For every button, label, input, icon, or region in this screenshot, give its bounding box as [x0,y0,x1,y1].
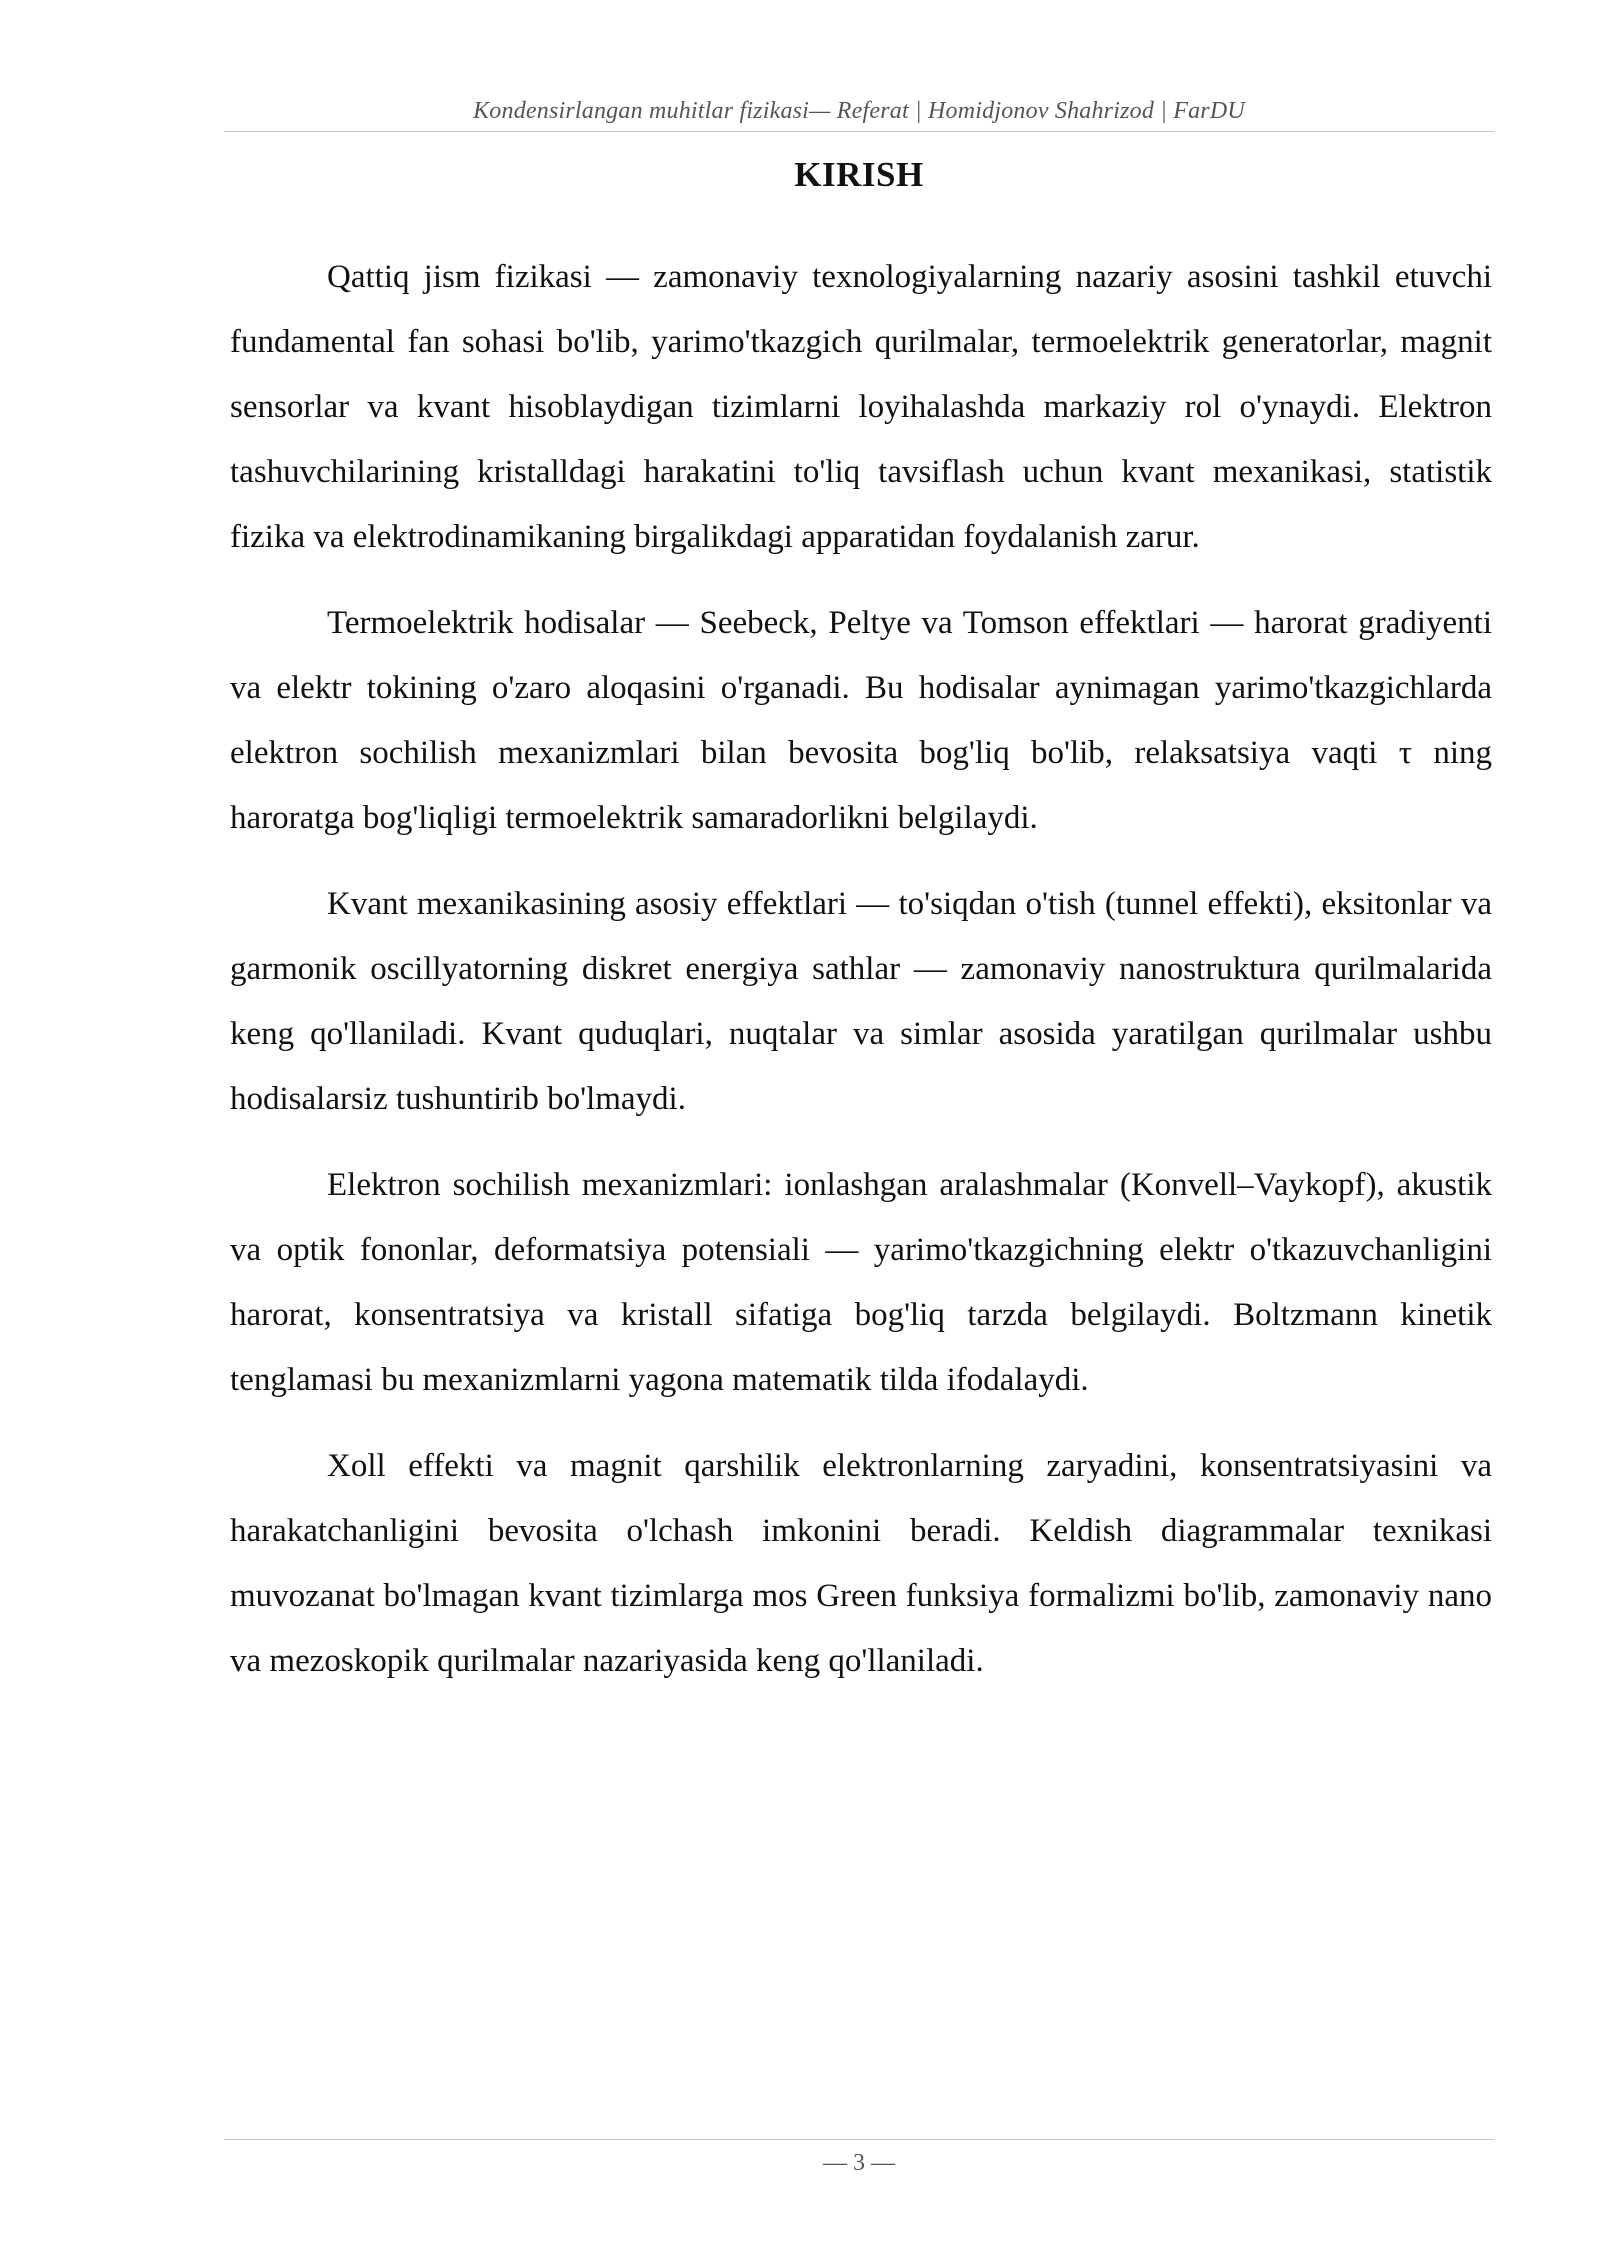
paragraph: Elektron sochilish mexanizmlari: ionlashgan aralashmalar (Konvell–Vaykopf), akustik va optik fononlar, deformatsiya potensiali — yarimo'tkazgichning elektr o'tkazuvchanligini harorat, konsentratsiya va kristall sifatiga bog'liq tarzda belgilaydi. Boltzmann kinetik tenglamasi bu mexanizmlarni yagona matematik tilda ifodalaydi. [230,1167,1492,1398]
body-text [230,245,1492,1715]
page-number: — 3 — [823,2150,895,2176]
header-divider [224,131,1494,132]
footer-divider [224,2139,1494,2140]
paragraph: Kvant mexanikasining asosiy effektlari — to'siqdan o'tish (tunnel effekti), eksitonlar va garmonik oscillyatorning diskret energiya sathlar — zamonaviy nanostruktura qurilmalarida keng qo'llaniladi. Kvant quduqlari, nuqtalar va simlar asosida yaratilgan qurilmalar ushbu hodisalarsiz tushuntirib bo'lmaydi. [230,886,1492,1117]
running-header: Kondensirlangan muhitlar fizikasi— Referat | Homidjonov Shahrizod | FarDU [473,98,1245,124]
paragraph: Qattiq jism fizikasi — zamonaviy texnologiyalarning nazariy asosini tashkil etuvchi fundamental fan sohasi bo'lib, yarimo'tkazgich qurilmalar, termoelektrik generatorlar, magnit sensorlar va kvant hisoblaydigan tizimlarni loyihalashda markaziy rol o'ynaydi. Elektron tashuvchilarining kristalldagi harakatini to'liq tavsiflash uchun kvant mexanikasi, statistik fizika va elektrodinamikaning birgalikdagi apparatidan foydalanish zarur. [230,259,1492,555]
paragraph: Xoll effekti va magnit qarshilik elektronlarning zaryadini, konsentratsiyasini va harakatchanligini bevosita o'lchash imkonini beradi. Keldish diagrammalar texnikasi muvozanat bo'lmagan kvant tizimlarga mos Green funksiya formalizmi bo'lib, zamonaviy nano va mezoskopik qurilmalar nazariyasida keng qo'llaniladi. [230,1448,1492,1679]
paragraph: Termoelektrik hodisalar — Seebeck, Peltye va Tomson effektlari — harorat gradiyenti va elektr tokining o'zaro aloqasini o'rganadi. Bu hodisalar aynimagan yarimo'tkazgichlarda elektron sochilish mexanizmlari bilan bevosita bog'liq bo'lib, relaksatsiya vaqti τ ning haroratga bog'liqligi termoelektrik samaradorlikni belgilaydi. [230,605,1492,836]
section-title: KIRISH [794,155,924,194]
